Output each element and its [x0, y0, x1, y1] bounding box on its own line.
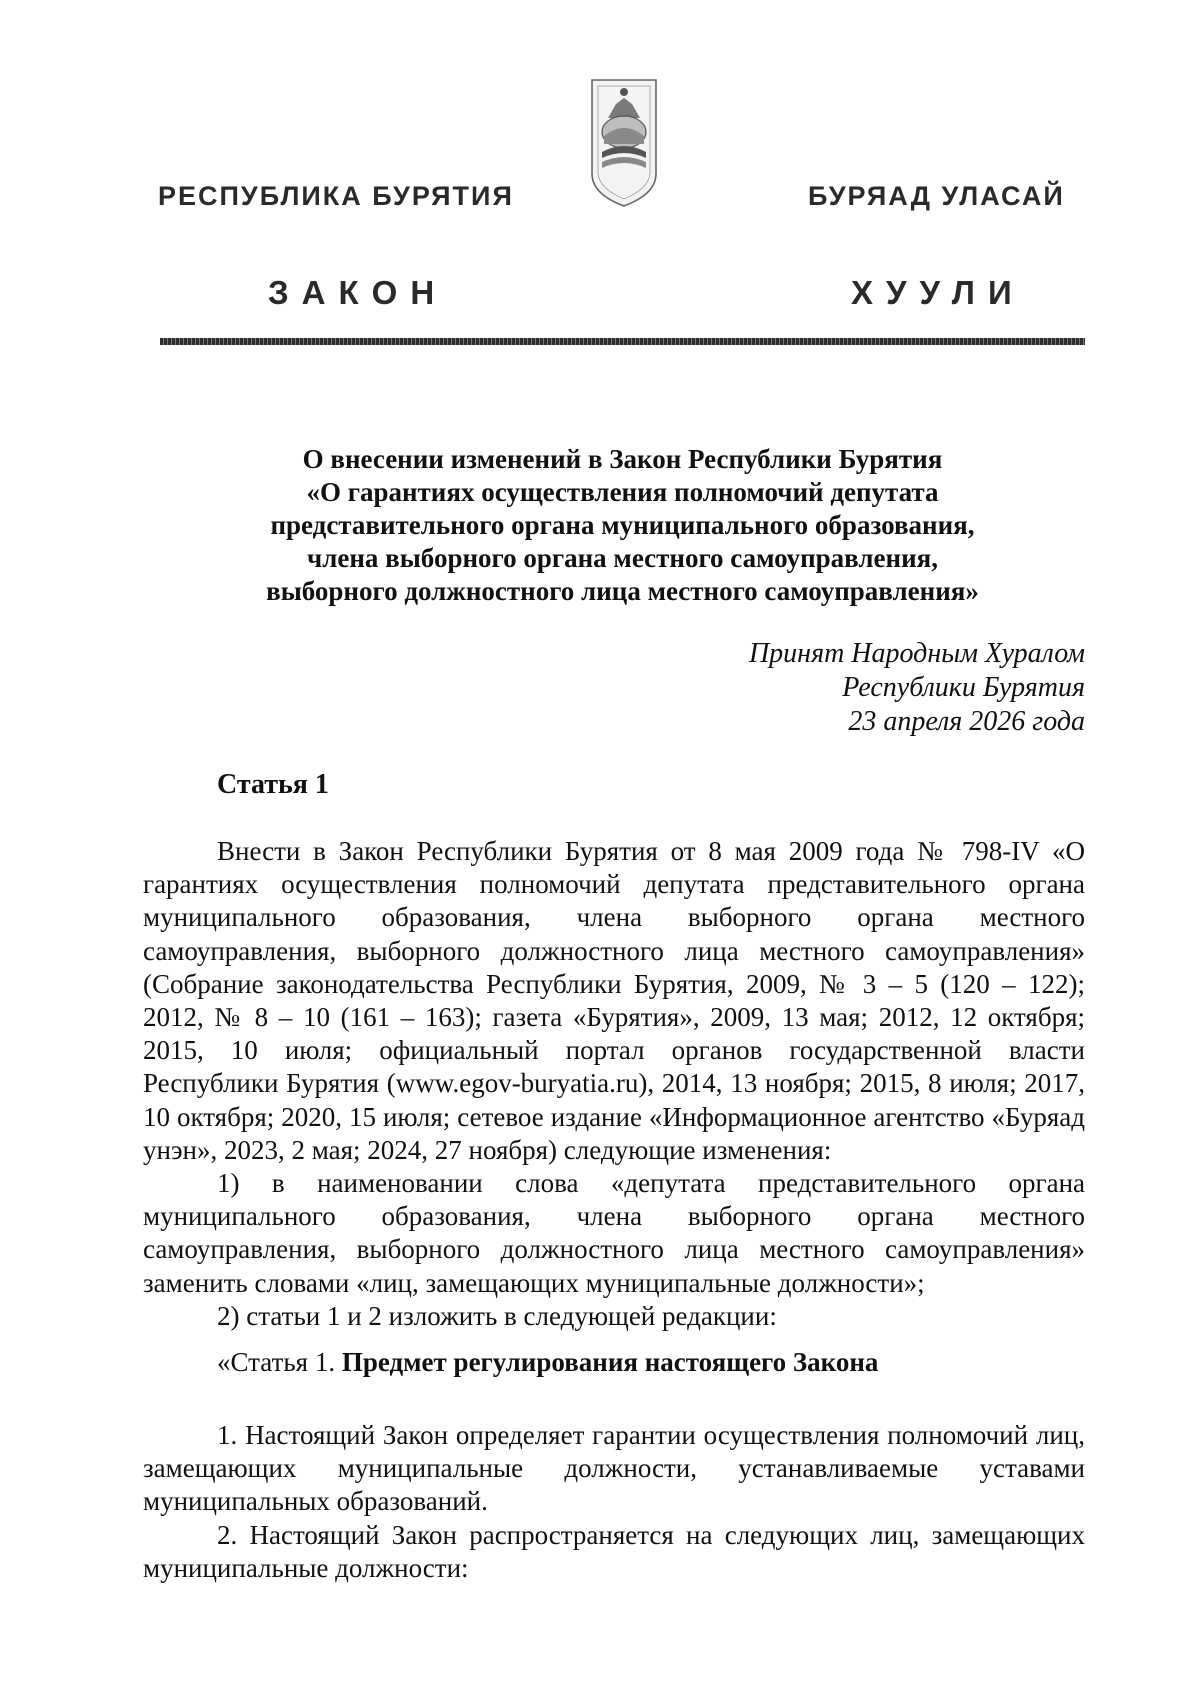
header-right-bottom: ХУУЛИ	[851, 274, 1025, 311]
title-line: члена выборного органа местного самоуправления,	[306, 543, 939, 573]
header-right-top: БУРЯАД УЛАСАЙ	[808, 181, 1065, 211]
header-left-bottom: ЗАКОН	[268, 274, 448, 311]
adoption-line: Республики Бурятия	[842, 672, 1085, 703]
title-line: «О гарантиях осуществления полномочий депутата	[306, 477, 939, 507]
article-body	[143, 835, 1085, 1333]
law-title	[160, 443, 1085, 608]
title-line: представительного органа муниципального образования,	[270, 510, 975, 540]
adoption-line: Принят Народным Хуралом	[748, 638, 1085, 669]
header-left-top: РЕСПУБЛИКА БУРЯТИЯ	[158, 181, 514, 211]
paragraph: 2. Настоящий Закон распространяется на следующих лиц, замещающих муниципальные должности:	[143, 1519, 1085, 1583]
adoption-date: 23 апреля 2026 года	[848, 706, 1085, 737]
coat-of-arms-icon	[588, 78, 660, 208]
new-article-heading	[217, 1345, 878, 1379]
title-line: О внесении изменений в Закон Республики Бурятия	[302, 444, 943, 474]
paragraph: 2) статьи 1 и 2 изложить в следующей редакции:	[217, 1300, 777, 1331]
paragraph: 1) в наименовании слова «депутата представительного органа муниципального образования, члена выборного органа местного самоуправления, выборного должностного лица местного самоуправления» заменить словами «лиц, замещающих муниципальные должности»;	[143, 1168, 1085, 1298]
paragraph: Внести в Закон Республики Бурятия от 8 мая 2009 года № 798-IV «О гарантиях осуществления полномочий депутата представительного органа муниципального образования, члена выборного органа местного самоуправления, выборного должностного лица местного самоуправления» (Собрание законодательства Республики Бурятия, 2009, № 3 – 5 (120 – 122); 2012, № 8 – 10 (161 – 163); газета «Бурятия», 2009, 13 мая; 2012, 12 октября; 2015, 10 июля; официальный портал органов государственной власти Республики Бурятия (www.egov-buryatia.ru), 2014, 13 ноября; 2015, 8 июля; 2017, 10 октября; 2020, 15 июля; сетевое издание «Информационное агентство «Буряад унэн», 2023, 2 мая; 2024, 27 ноября) следующие изменения:	[143, 836, 1085, 1165]
paragraph: 1. Настоящий Закон определяет гарантии осуществления полномочий лиц, замещающих муниципальные должности, устанавливаемые уставами муниципальных образований.	[143, 1420, 1085, 1517]
title-line: выборного должностного лица местного самоуправления»	[266, 576, 979, 606]
new-article-title: Предмет регулирования настоящего Закона	[341, 1347, 879, 1377]
new-article-prefix: «Статья 1.	[217, 1347, 336, 1377]
new-article-body	[143, 1419, 1085, 1585]
header-divider	[160, 338, 1085, 345]
adoption-note	[600, 637, 1085, 739]
article-heading: Статья 1	[217, 769, 329, 800]
